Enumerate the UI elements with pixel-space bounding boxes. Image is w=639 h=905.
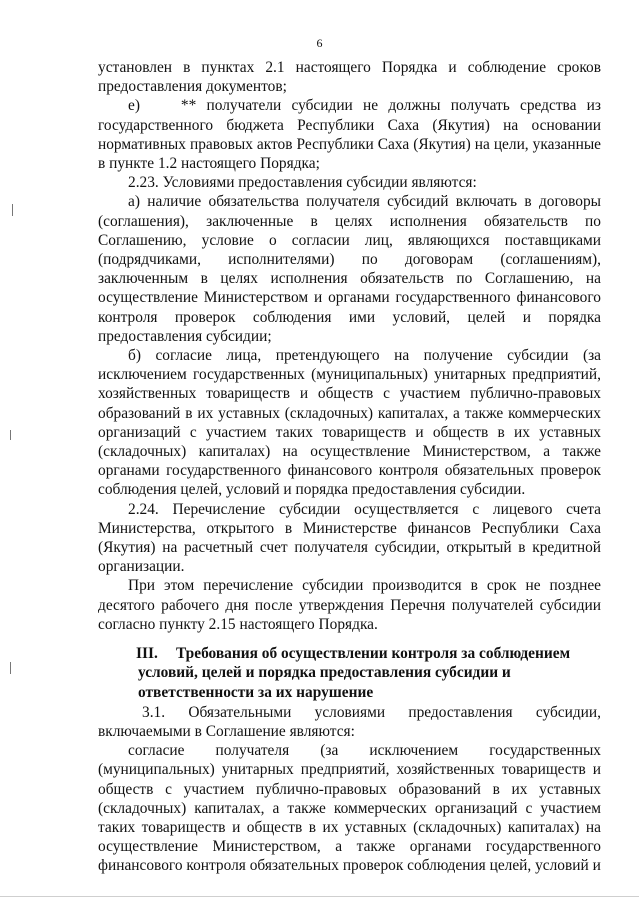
spacer [98, 634, 601, 640]
paragraph: б) согласие лица, претендующего на получение субсидии (за исключением государственных (муниципальных) унитарных предприятий, хозяйственных товариществ и обществ с участием публично-правовых образований в их уставных (складочных) капиталах, а также коммерческих организаций с участием таких товариществ и обществ в их уставных (складочных) капиталах) на осуществление Министерством, а также органами государственного финансового контроля обязательных проверок соблюдения целей, условий и порядка предоставления субсидии. [98, 347, 601, 499]
scan-margin-mark [10, 662, 11, 674]
paragraph: а) наличие обязательства получателя субсидий включать в договоры (соглашения), заключенные в целях исполнения обязательств по Соглашению, условие о согласии лиц, являющихся поставщиками (подрядчиками, исполнителями) по договорам (соглашениям), заключенным в целях исполнения обязательств по Соглашению, на осуществление Министерством и органами государственного финансового контроля проверок соблюдения ими условий, целей и порядка предоставления субсидии; [98, 193, 601, 345]
section-title-line3: ответственности за их нарушение [138, 683, 374, 701]
paragraph: 2.23. Условиями предоставления субсидии являются: [128, 174, 477, 192]
section-heading [98, 644, 601, 702]
paragraph: При этом перечисление субсидии производится в срок не позднее десятого рабочего дня после утверждения Перечня получателей субсидии согласно пункту 2.15 настоящего Порядка. [98, 577, 601, 633]
scan-margin-mark [10, 430, 11, 440]
scan-margin-mark [12, 204, 13, 216]
paragraph: согласие получателя (за исключением государственных (муниципальных) унитарных предприятий, хозяйственных товариществ и обществ с участием публично-правовых образований в их уставных (складочных) капиталах, а также коммерческих организаций с участием таких товариществ и обществ в их уставных (складочных) капиталах) на осуществление Министерством, а также органами государственного финансового контроля обязательных проверок соблюдения целей, условий и [98, 742, 601, 875]
section-title-line1: Требования об осуществлении контроля за соблюдением [176, 645, 571, 663]
section-title-line2: условий, целей и порядка предоставления субсидии и [138, 664, 511, 682]
paragraph: установлен в пунктах 2.1 настоящего Порядка и соблюдение сроков предоставления документов; [98, 59, 601, 96]
paragraph: е) ** получатели субсидии не должны получать средства из государственного бюджета Республики Саха (Якутия) на основании нормативных правовых актов Республики Саха (Якутия) на цели, указанные в пункте 1.2 настоящего Порядка; [98, 97, 601, 173]
paragraph: 3.1. Обязательными условиями предоставления субсидии, включаемыми в Соглашение являются: [98, 703, 601, 740]
scan-bottom-edge [0, 896, 639, 897]
document-body [98, 58, 601, 876]
section-number: III. [136, 645, 158, 663]
section-heading-line [98, 644, 601, 663]
paragraph: 2.24. Перечисление субсидии осуществляется с лицевого счета Министерства, открытого в Министерстве финансов Республики Саха (Якутия) на расчетный счет получателя субсидии, открытый в кредитной организации. [98, 500, 601, 576]
page-number: 6 [316, 36, 323, 50]
